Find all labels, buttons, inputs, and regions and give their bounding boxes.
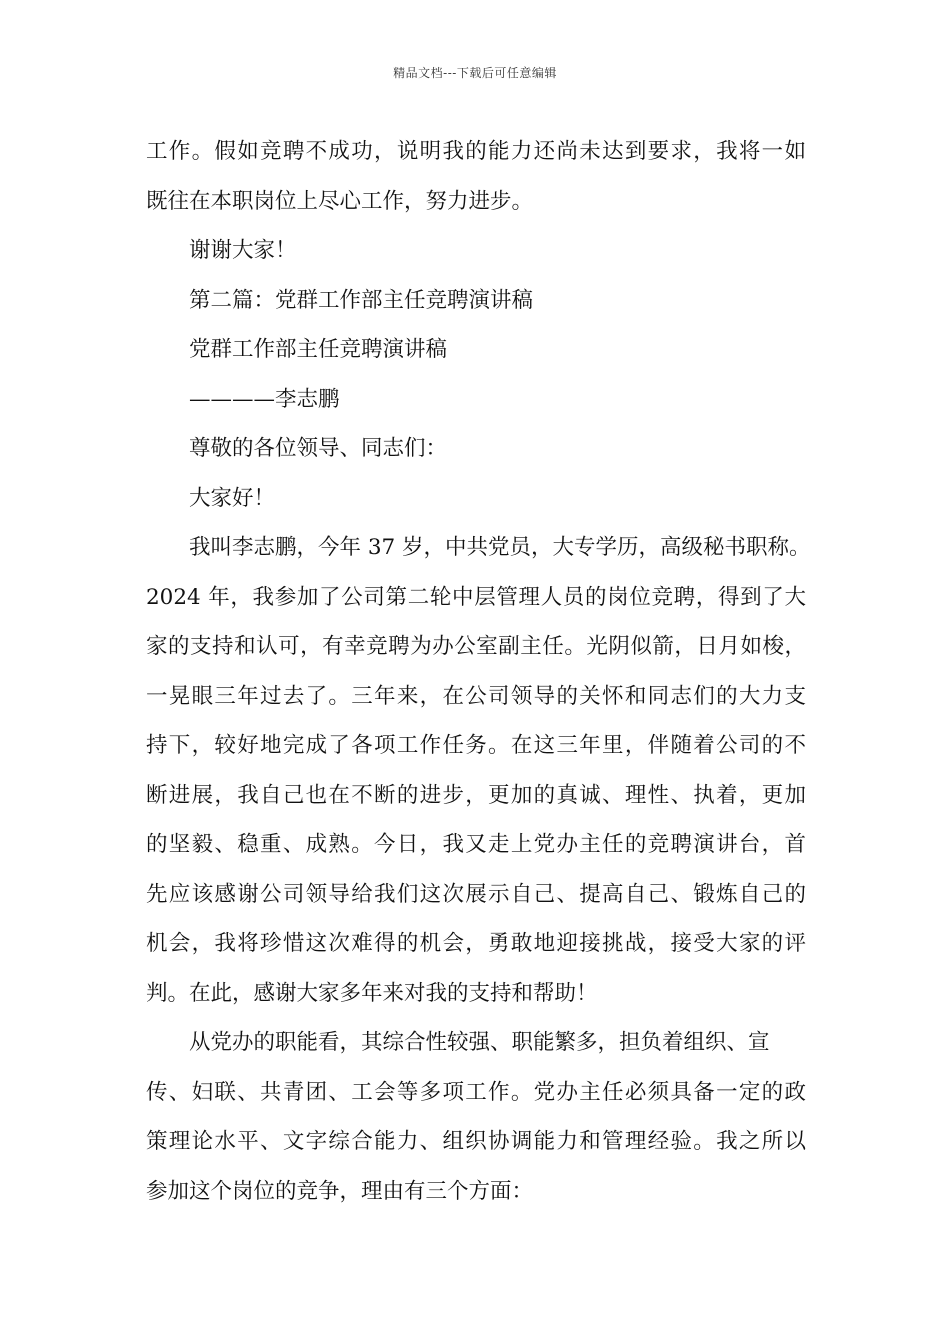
text-line: 持下，较好地完成了各项工作任务。在这三年里，伴随着公司的不 [146, 733, 806, 758]
text-line: 先应该感谢公司领导给我们这次展示自己、提高自己、锻炼自己的 [146, 881, 806, 907]
text-line: 传、妇联、共青团、工会等多项工作。党办主任必须具备一定的政 [146, 1079, 806, 1105]
salutation: 尊敬的各位领导、同志们： [189, 436, 448, 461]
text-line: 参加这个岗位的竞争，理由有三个方面： [146, 1178, 534, 1204]
text-line: 既往在本职岗位上尽心工作，努力进步。 [146, 188, 534, 214]
text-line: 策理论水平、文字综合能力、组织协调能力和管理经验。我之所以 [146, 1129, 806, 1154]
text-line: 2024 年，我参加了公司第二轮中层管理人员的岗位竞聘，得到了大 [146, 584, 806, 610]
text-line: 家的支持和认可，有幸竞聘为办公室副主任。光阴似箭，日月如梭， [146, 634, 806, 659]
text-line: 我叫李志鹏，今年 37 岁，中共党员，大专学历，高级秘书职称。 [189, 535, 811, 560]
text-line: 机会，我将珍惜这次难得的机会，勇敢地迎接挑战，接受大家的评 [146, 931, 806, 956]
text-line: 一晃眼三年过去了。三年来，在公司领导的关怀和同志们的大力支 [146, 683, 806, 709]
text-line: 工作。假如竞聘不成功，说明我的能力还尚未达到要求，我将一如 [146, 139, 806, 164]
greeting: 大家好！ [189, 485, 276, 511]
text-line: 判。在此，感谢大家多年来对我的支持和帮助！ [146, 980, 598, 1006]
text-line: 从党办的职能看，其综合性较强、职能繁多，担负着组织、宣 [189, 1030, 770, 1055]
text-line: 谢谢大家！ [189, 238, 297, 263]
section-heading: 第二篇：党群工作部主任竞聘演讲稿 [189, 287, 534, 313]
document-body [146, 127, 811, 1216]
text-line: 断进展，我自己也在不断的进步，更加的真诚、理性、执着，更加 [146, 782, 806, 808]
document-title: 党群工作部主任竞聘演讲稿 [189, 337, 448, 362]
text-line: 的坚毅、稳重、成熟。今日，我又走上党办主任的竞聘演讲台，首 [146, 832, 806, 857]
page-header: 精品文档---下载后可任意编辑 [393, 66, 557, 80]
author-line: ————李志鹏 [189, 386, 340, 412]
